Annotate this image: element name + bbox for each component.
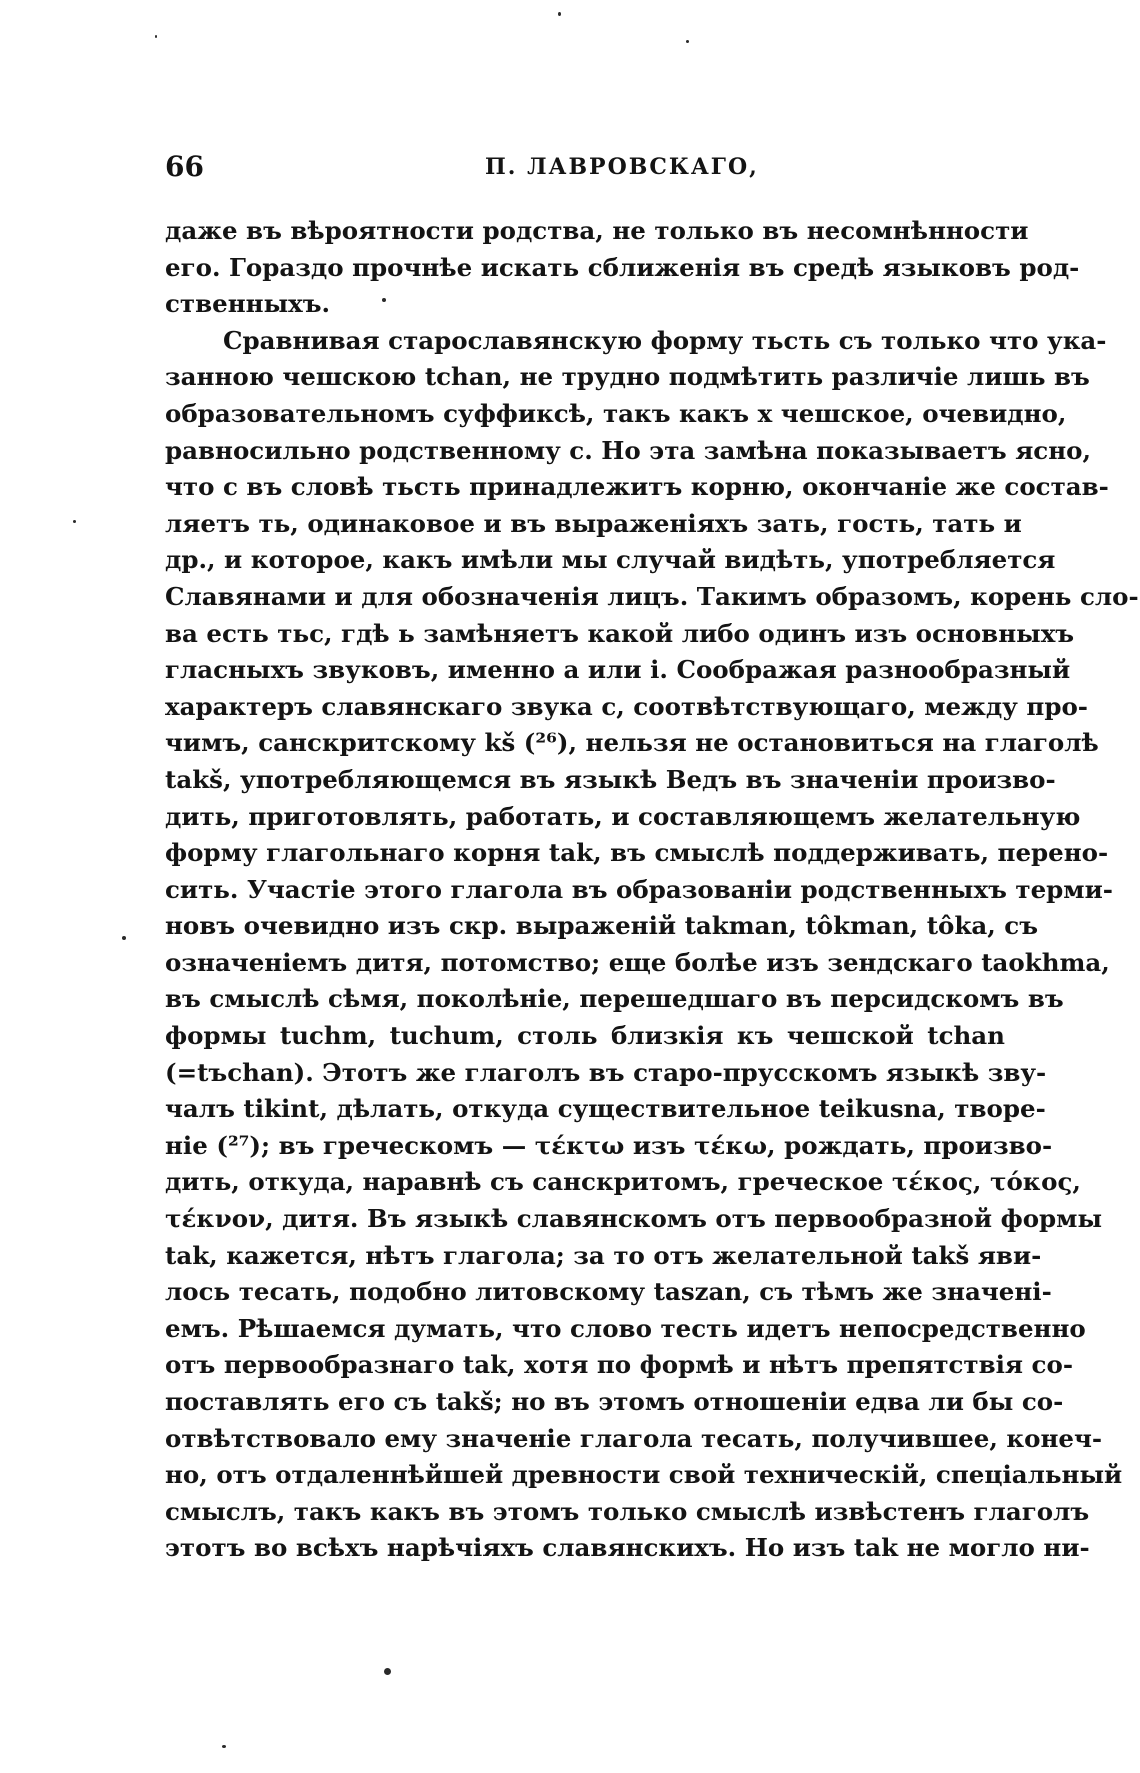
text-line: поставлять его съ takš; но въ этомъ отношеніи едва ли бы со- — [165, 1387, 1064, 1416]
text-line: занною чешскою tchan, не трудно подмѣтить различіе лишь въ — [165, 362, 1090, 392]
text-line: дить, откуда, наравнѣ съ санскритомъ, греческое τέκος, τόκος, — [165, 1167, 1081, 1197]
text-line: чалъ tikint, дѣлать, откуда существительное teikusna, творе- — [165, 1094, 1046, 1124]
text-line: takš, употребляющемся въ языкѣ Ведъ въ значеніи произво- — [165, 764, 1056, 794]
text-line: лось тесать, подобно литовскому taszan, съ тѣмъ же значені- — [165, 1277, 1052, 1307]
text-line: характеръ славянскаго звука с, соотвѣтствующаго, между про- — [165, 691, 1088, 721]
text-line: ніе (²⁷); въ греческомъ — τέκτω изъ τέκω, рождать, произво- — [165, 1130, 1053, 1160]
page-number: 66 — [165, 150, 204, 183]
text-line: Славянами и для обозначенія лицъ. Такимъ образомъ, корень сло- — [165, 581, 1139, 611]
text-line: tak, кажется, нѣтъ глагола; за то отъ желательной takš яви- — [165, 1240, 1042, 1270]
text-line: Сравнивая старославянскую форму тьсть съ только что ука- — [223, 325, 1107, 355]
text-line: ва есть тьс, гдѣ ь замѣняетъ какой либо одинъ изъ основныхъ — [165, 618, 1075, 648]
text-line: дить, приготовлять, работать, и составляющемъ желательную — [165, 801, 1081, 831]
text-line: образовательномъ суффиксѣ, такъ какъ х чешское, очевидно, — [165, 398, 1067, 428]
text-line: ственныхъ. — [165, 289, 331, 319]
scan-speck — [155, 35, 157, 38]
text-line: отвѣтствовало ему значеніе глагола тесать, получившее, конеч- — [165, 1423, 1103, 1453]
scan-speck — [384, 1668, 391, 1675]
text-line: отъ первообразнаго tak, хотя по формѣ и нѣтъ препятствія со- — [165, 1350, 1073, 1380]
scan-speck — [73, 520, 76, 523]
text-line: др., и которое, какъ имѣли мы случай видѣть, употребляется — [165, 545, 1056, 575]
running-head: П. ЛАВРОВСКАГО, — [485, 154, 759, 180]
text-line: (=tъchan). Этотъ же глаголъ въ старо-прусскомъ языкѣ зву- — [165, 1057, 1047, 1087]
text-line: его. Гораздо прочнѣе искать сближенія въ средѣ языковъ род- — [165, 252, 1080, 282]
text-line: что с въ словѣ тьсть принадлежитъ корню, окончаніе же состав- — [165, 472, 1109, 502]
text-line: въ смыслѣ сѣмя, поколѣніе, перешедшаго въ персидскомъ въ — [165, 984, 1064, 1014]
text-line: даже въ вѣроятности родства, не только въ несомнѣнности — [165, 216, 1029, 245]
text-line: новъ очевидно изъ скр. выраженій takman, tôkman, tôka, съ — [165, 911, 1039, 941]
scan-speck — [222, 1745, 226, 1748]
text-line: чимъ, санскритскому kš (²⁶), нельзя не остановиться на глаголѣ — [165, 728, 1099, 758]
text-line: означеніемъ дитя, потомство; еще болѣе изъ зендскаго taokhma, — [165, 947, 1110, 977]
scan-speck — [686, 40, 689, 43]
text-line: τέκνον, дитя. Въ языкѣ славянскомъ отъ первообразной формы — [165, 1204, 1103, 1234]
text-line: смыслъ, такъ какъ въ этомъ только смыслѣ извѣстенъ глаголъ — [165, 1496, 1090, 1526]
scan-speck — [122, 936, 126, 940]
text-line: форму глагольнаго корня tak, въ смыслѣ поддерживать, перено- — [165, 838, 1109, 868]
page-header — [165, 150, 1005, 190]
text-line: емъ. Рѣшаемся думать, что слово тесть идетъ непосредственно — [165, 1313, 1086, 1343]
text-line: равносильно родственному с. Но эта замѣна показываетъ ясно, — [165, 435, 1092, 465]
text-line: формы tuchm, tuchum, столь близкія къ чешской tchan — [165, 1021, 1005, 1051]
text-line: этотъ во всѣхъ нарѣчіяхъ славянскихъ. Но изъ tak не могло ни- — [165, 1533, 1090, 1563]
scan-speck — [558, 12, 561, 16]
text-line: сить. Участіе этого глагола въ образованіи родственныхъ терми- — [165, 874, 1113, 904]
text-line: гласныхъ звуковъ, именно а или i. Соображая разнообразный — [165, 655, 1071, 685]
text-line: но, отъ отдаленнѣйшей древности свой техническій, спеціальный — [165, 1460, 1123, 1490]
text-line: ляетъ ть, одинаковое и въ выраженіяхъ зать, гость, тать и — [165, 508, 1022, 538]
body-text — [165, 213, 1139, 1567]
scan-speck — [382, 298, 386, 302]
